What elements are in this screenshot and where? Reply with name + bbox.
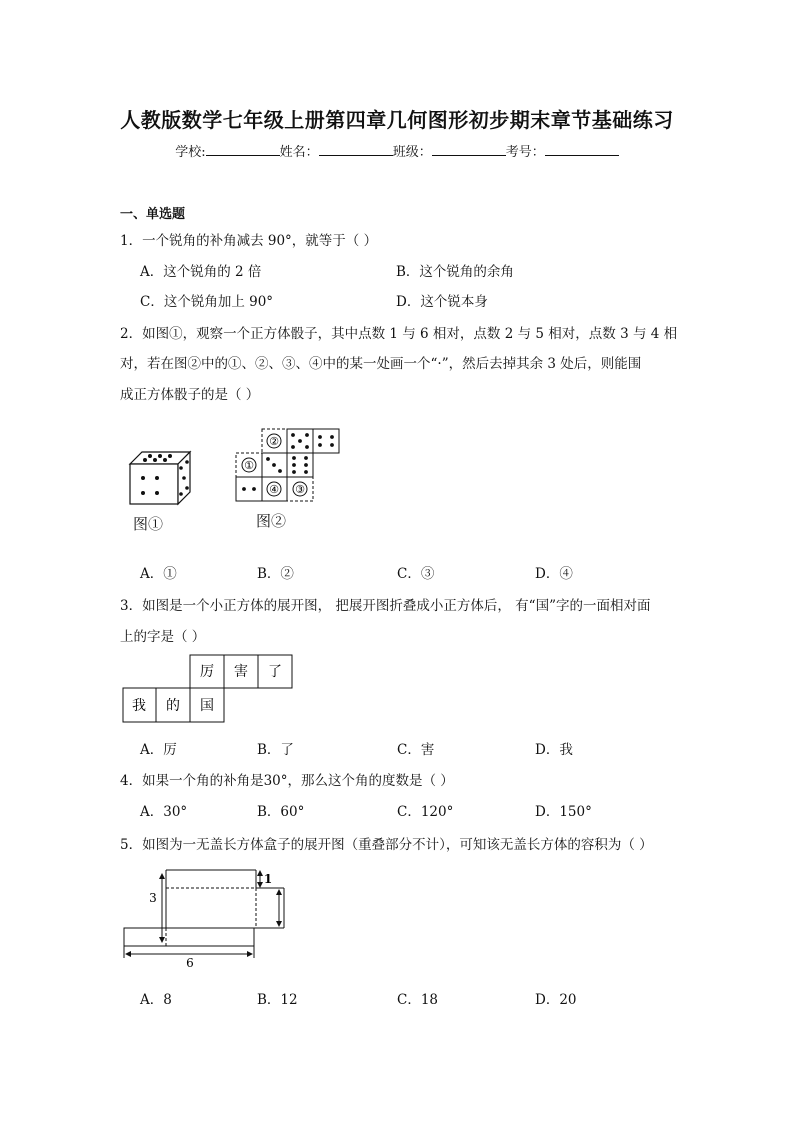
dim-label-6: 6 (186, 956, 194, 970)
q2-stem-line1: 2．如图①，观察一个正方体骰子，其中点数 1 与 6 相对，点数 2 与 5 相对，点数 3 与 4 相 (120, 326, 678, 342)
dice-figure (128, 450, 192, 505)
q5-option-a[interactable]: A．8 (140, 992, 172, 1008)
net-mark-3: ③ (295, 483, 305, 496)
q1-option-a[interactable]: A．这个锐角的 2 倍 (140, 264, 262, 280)
figure1-caption: 图① (133, 515, 164, 533)
student-info-line (0, 141, 794, 160)
cell-wo: 我 (132, 698, 146, 714)
q1-option-c[interactable]: C．这个锐角加上 90° (140, 294, 274, 310)
q3-stem-line2: 上的字是（ ） (120, 629, 206, 645)
q4-option-c[interactable]: C．120° (397, 804, 454, 820)
q3-stem-line1: 3．如图是一个小正方体的展开图， 把展开图折叠成小正方体后， 有“国”字的一面相对面 (120, 598, 651, 614)
q3-option-a[interactable]: A．厉 (140, 742, 177, 758)
net-mark-1: ① (244, 459, 254, 472)
cell-li: 厉 (200, 664, 214, 680)
q5-option-d[interactable]: D．20 (535, 992, 577, 1008)
cube-net-figure (234, 427, 344, 503)
q5-stem: 5．如图为一无盖长方体盒子的展开图（重叠部分不计），可知该无盖长方体的容积为（ ） (120, 837, 653, 853)
q5-option-c[interactable]: C．18 (397, 992, 439, 1008)
q3-option-d[interactable]: D．我 (535, 742, 573, 758)
q4-option-a[interactable]: A．30° (140, 804, 188, 820)
q1-option-d[interactable]: D．这个锐本身 (396, 294, 488, 310)
q2-stem-line2: 对，若在图②中的①、②、③、④中的某一处画一个“·”，然后去掉其余 3 处后，则能围 (120, 356, 642, 372)
q5-option-b[interactable]: B．12 (257, 992, 298, 1008)
q4-stem: 4．如果一个角的补角是30°，那么这个角的度数是（ ） (120, 773, 454, 789)
school-label: 学校: (175, 145, 206, 160)
section-heading: 一、单选题 (120, 207, 186, 222)
class-blank[interactable] (432, 143, 506, 156)
q2-option-d[interactable]: D．④ (535, 566, 573, 582)
number-label: 考号： (505, 145, 545, 160)
cell-de: 的 (166, 698, 180, 714)
q2-option-c[interactable]: C．③ (397, 566, 435, 582)
q3-option-b[interactable]: B．了 (257, 742, 294, 758)
dim-label-1: 1 (263, 872, 273, 886)
dim-label-3: 3 (149, 891, 157, 905)
q4-option-d[interactable]: D．150° (535, 804, 592, 820)
q2-stem-line3: 成正方体骰子的是（ ） (120, 387, 260, 403)
cell-guo: 国 (200, 698, 214, 714)
number-blank[interactable] (545, 143, 619, 156)
q2-option-a[interactable]: A．① (140, 566, 177, 582)
q3-option-c[interactable]: C．害 (397, 742, 435, 758)
cell-hai: 害 (234, 664, 248, 680)
box-net-figure (122, 866, 292, 971)
page-title: 人教版数学七年级上册第四章几何图形初步期末章节基础练习 (120, 108, 674, 132)
q1-stem: 1．一个锐角的补角减去 90°，就等于（ ） (120, 233, 378, 249)
word-net-figure (122, 654, 294, 724)
q2-option-b[interactable]: B．② (257, 566, 294, 582)
q1-option-b[interactable]: B．这个锐角的余角 (396, 264, 514, 280)
name-label: 姓名： (279, 145, 319, 160)
name-blank[interactable] (319, 143, 393, 156)
net-mark-2: ② (269, 435, 279, 448)
figure2-caption: 图② (256, 512, 287, 530)
net-mark-4: ④ (269, 483, 279, 496)
class-label: 班级： (392, 145, 432, 160)
cell-le: 了 (268, 664, 282, 680)
q4-option-b[interactable]: B．60° (257, 804, 305, 820)
school-blank[interactable] (206, 143, 280, 156)
